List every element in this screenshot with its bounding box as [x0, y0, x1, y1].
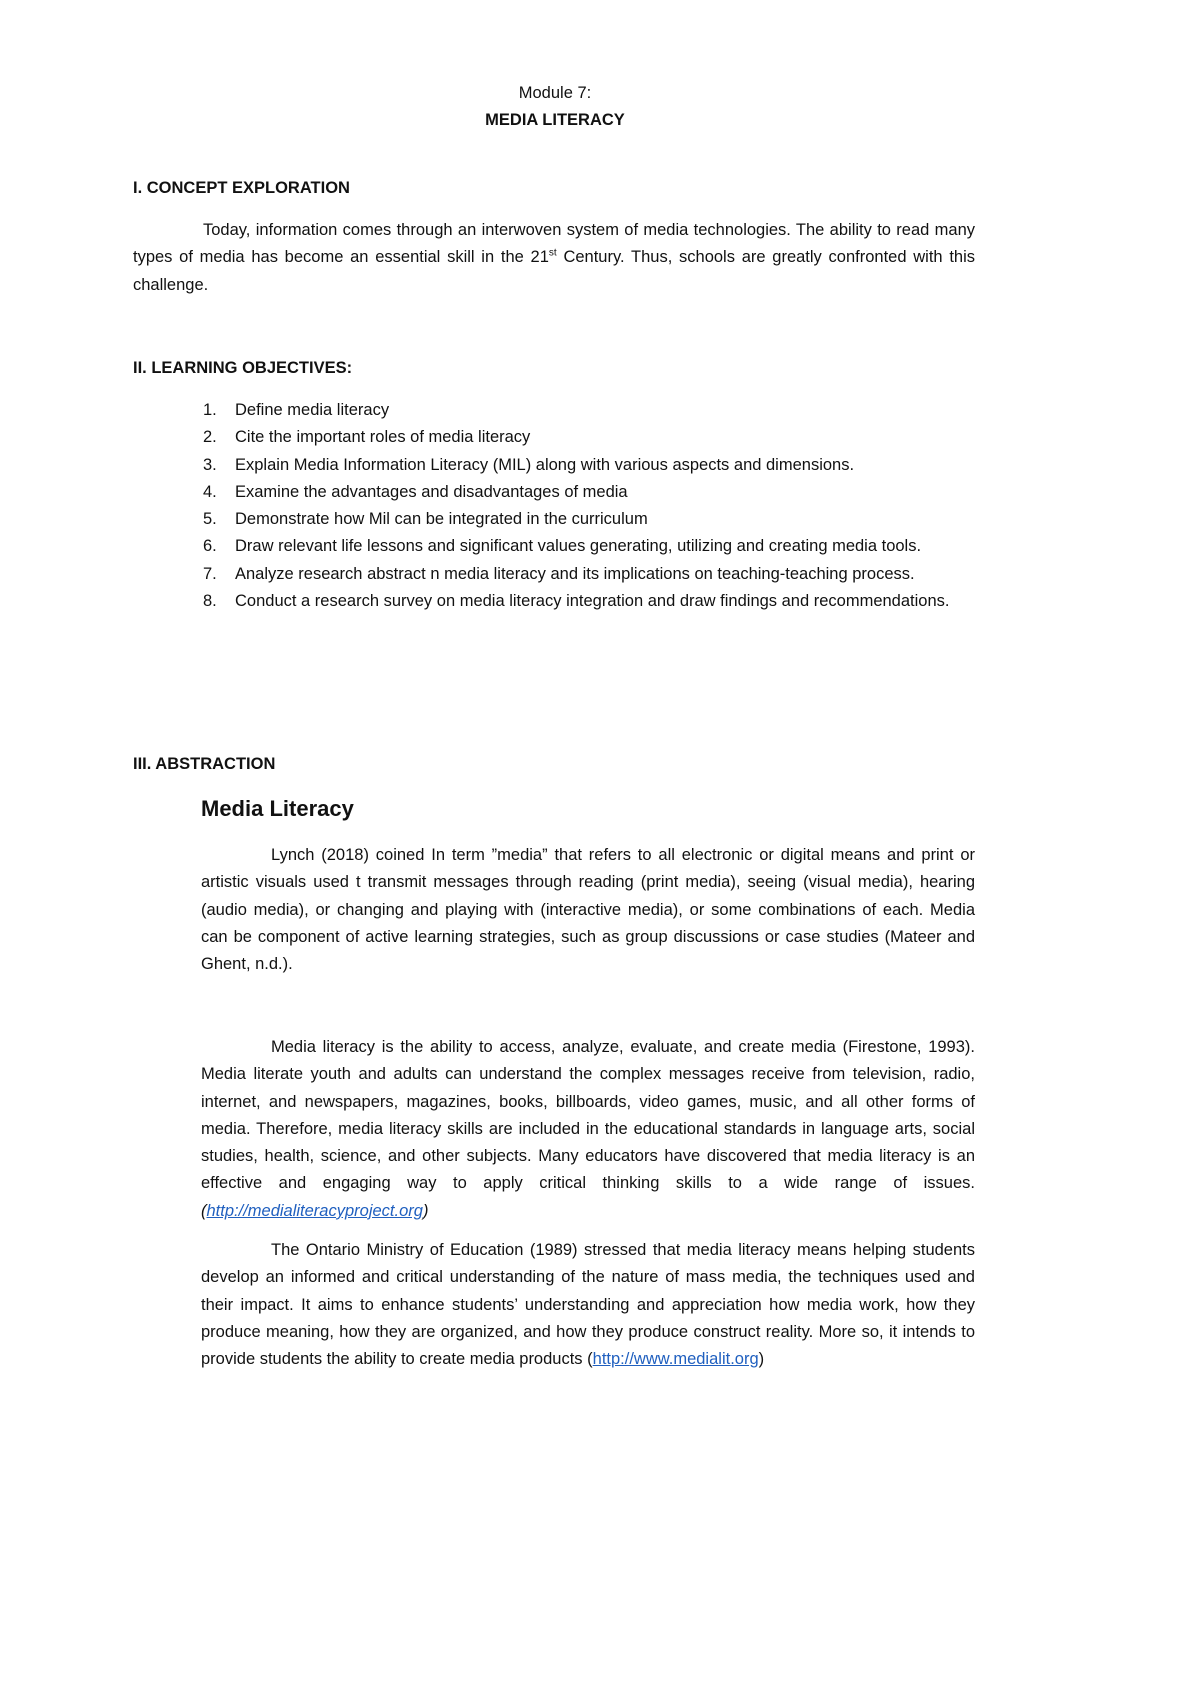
- medialiteracyproject-link[interactable]: http://medialiteracyproject.org: [206, 1201, 423, 1220]
- objectives-list: [133, 397, 975, 615]
- list-item: [133, 506, 975, 533]
- module-label: Module 7:: [518, 84, 592, 102]
- item-text: Demonstrate how Mil can be integrated in the curriculum: [235, 510, 648, 529]
- item-number: 5.: [203, 510, 217, 529]
- list-item: [133, 588, 975, 615]
- paragraph-text: The Ontario Ministry of Education (1989) stressed that media literacy means helping students develop an informed and critical understanding of the nature of mass media, the techniques used and their impact. It aims to enhance students’ understanding and appreciation how media work, how they produce meaning, how they are organized, and how they produce construct reality. More so, it intends to provide students the ability to create media products (: [201, 1241, 975, 1369]
- paren: ): [758, 1350, 765, 1369]
- concept-text-end: Century. Thus, schools are greatly confronted with this challenge.: [133, 248, 976, 294]
- list-item: [133, 479, 975, 506]
- medialit-link[interactable]: http://www.medialit.org: [592, 1350, 759, 1369]
- subheading-media-literacy: Media Literacy: [201, 796, 354, 821]
- item-text: Cite the important roles of media literacy: [235, 428, 531, 447]
- list-item: [133, 397, 975, 424]
- paragraph-text: Media literacy is the ability to access, analyze, evaluate, and create media (Firestone, 1993). Media literate youth and adults can understand the complex messages receive from television, radio, internet, and newspapers, magazines, books, billboards, video games, music, and all other forms of media. Therefore, media literacy skills are included in the educational standards in language arts, social studies, health, science, and other subjects. Many educators have discovered that media literacy is an effective and engaging way to apply critical thinking skills to a wide range of issues.: [201, 1038, 975, 1193]
- item-text: Analyze research abstract n media literacy and its implications on teaching-teaching process.: [235, 564, 915, 583]
- concept-paragraph: [133, 217, 975, 299]
- paren: (: [201, 1201, 207, 1220]
- item-text: Examine the advantages and disadvantages of media: [235, 482, 628, 501]
- document-title: MEDIA LITERACY: [485, 111, 625, 129]
- item-number: 2.: [203, 428, 217, 447]
- section-heading-abstraction: III. ABSTRACTION: [133, 755, 276, 773]
- item-text: Define media literacy: [235, 401, 390, 419]
- item-number: 7.: [203, 564, 217, 583]
- item-text: Conduct a research survey on media literacy integration and draw findings and recommendations.: [235, 592, 950, 611]
- item-text: Draw relevant life lessons and significant values generating, utilizing and creating media tools.: [235, 537, 922, 556]
- item-number: 6.: [203, 537, 217, 556]
- superscript: st: [548, 247, 557, 259]
- paren: ): [422, 1201, 429, 1220]
- concept-text: Today, information comes through an interwoven system of media technologies. The ability to read many types of media has become an essential skill in the 21: [133, 221, 975, 267]
- section-heading-concept: I. CONCEPT EXPLORATION: [133, 179, 350, 197]
- section-heading-objectives: II. LEARNING OBJECTIVES:: [133, 359, 353, 377]
- list-item: [133, 561, 975, 588]
- paragraph-ontario: [201, 1237, 975, 1373]
- list-item: [133, 533, 975, 560]
- item-text: Explain Media Information Literacy (MIL) along with various aspects and dimensions.: [235, 455, 855, 474]
- item-number: 8.: [203, 592, 217, 611]
- item-number: 4.: [203, 482, 217, 501]
- list-item: [133, 452, 975, 479]
- item-number: 1.: [203, 401, 217, 419]
- paragraph-firestone: [201, 1034, 975, 1225]
- item-number: 3.: [203, 455, 217, 474]
- paragraph-lynch: Lynch (2018) coined In term ”media” that refers to all electronic or digital means and print or artistic visuals used t transmit messages through reading (print media), seeing (visual media), hearing (audio media), or changing and playing with (interactive media), or some combinations of each. Media can be component of active learning strategies, such as group discussions or case studies (Mateer and Ghent, n.d.).: [201, 846, 975, 974]
- list-item: [133, 424, 975, 451]
